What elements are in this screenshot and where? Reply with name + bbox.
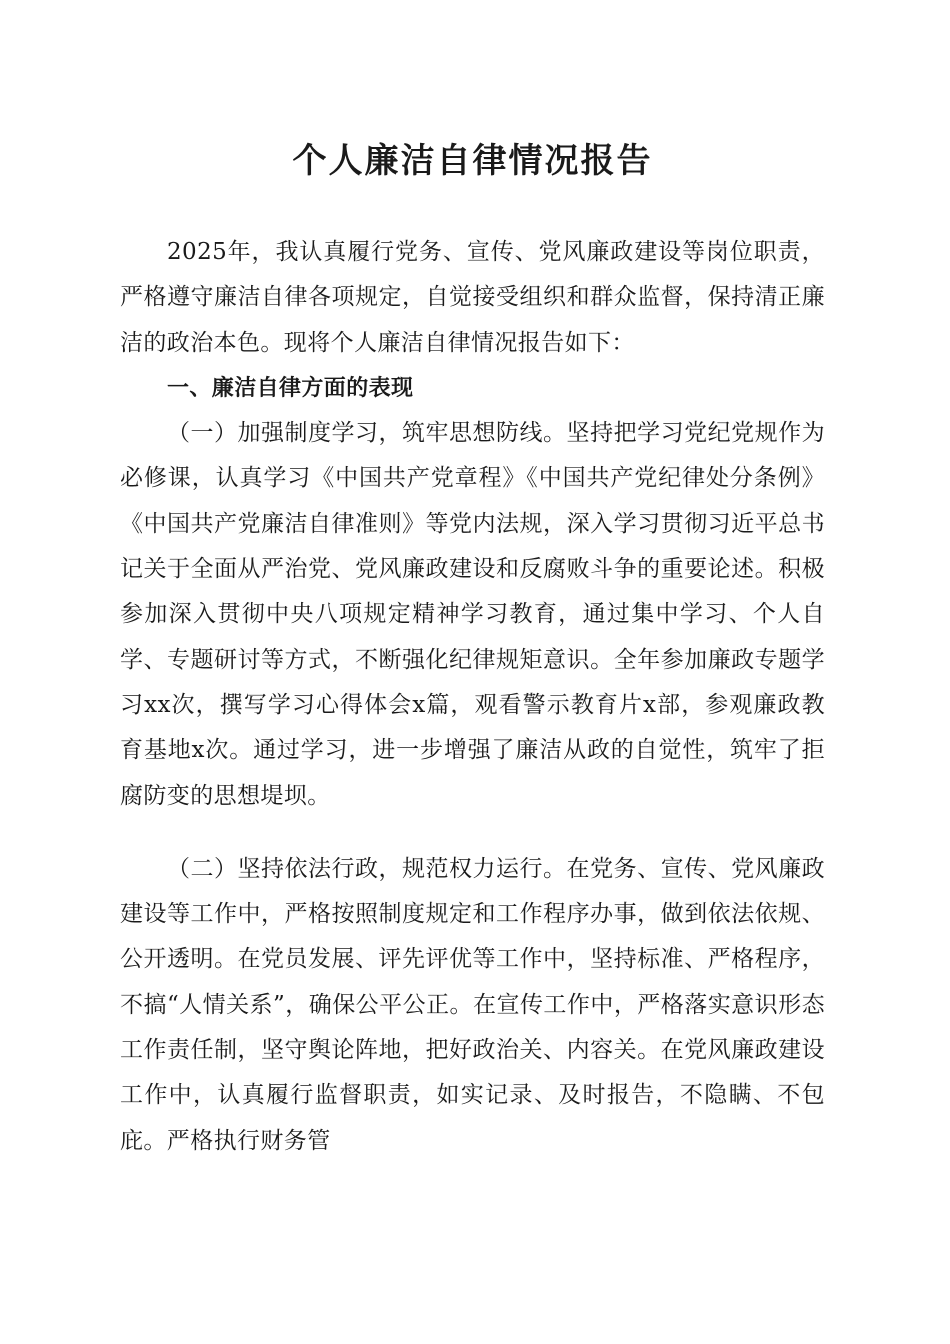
paragraph-gap bbox=[120, 819, 825, 847]
intro-paragraph: 2025年，我认真履行党务、宣传、党风廉政建设等岗位职责，严格遵守廉洁自律各项规定，自觉接受组织和群众监督，保持清正廉洁的政治本色。现将个人廉洁自律情况报告如下： bbox=[120, 239, 825, 356]
paragraph-power: （二）坚持依法行政，规范权力运行。在党务、宣传、党风廉政建设等工作中，严格按照制度规定和工作程序办事，做到依法依规、公开透明。在党员发展、评先评优等工作中，坚持标准、严格程序，不搞“人情关系”，确保公平公正。在宣传工作中，严格落实意识形态工作责任制，坚守舆论阵地，把好政治关、内容关。在党风廉政建设工作中，认真履行监督职责，如实记录、及时报告，不隐瞒、不包庇。严格执行财务管 bbox=[120, 855, 825, 1154]
section-heading: 一、廉洁自律方面的表现 bbox=[167, 375, 414, 401]
document-body bbox=[120, 230, 825, 1164]
paragraph-study: （一）加强制度学习，筑牢思想防线。坚持把学习党纪党规作为必修课，认真学习《中国共产党章程》《中国共产党纪律处分条例》《中国共产党廉洁自律准则》等党内法规，深入学习贯彻习近平总书记关于全面从严治党、党风廉政建设和反腐败斗争的重要论述。积极参加深入贯彻中央八项规定精神学习教育，通过集中学习、个人自学、专题研讨等方式，不断强化纪律规矩意识。全年参加廉政专题学习xx次，撰写学习心得体会x篇，观看警示教育片x部，参观廉政教育基地x次。通过学习，进一步增强了廉洁从政的自觉性，筑牢了拒腐防变的思想堤坝。 bbox=[120, 420, 825, 809]
document-title: 个人廉洁自律情况报告 bbox=[292, 141, 653, 181]
